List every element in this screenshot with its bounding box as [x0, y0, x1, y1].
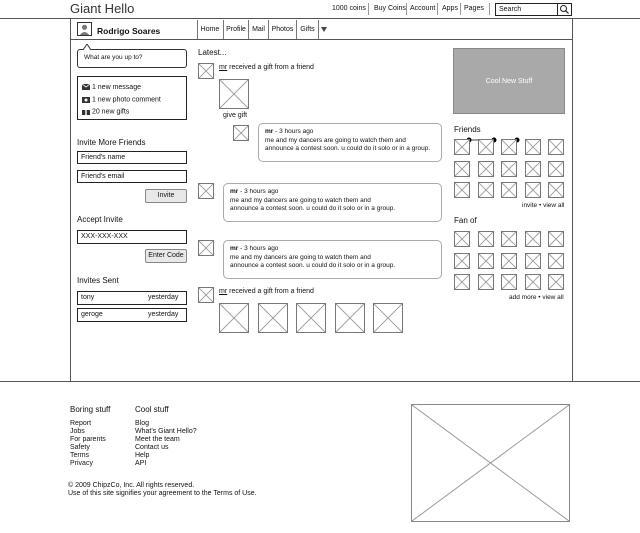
- header-divider: [489, 3, 490, 15]
- header-divider: [460, 3, 461, 15]
- fan-thumb[interactable]: [454, 231, 470, 247]
- fan-links: [509, 294, 564, 301]
- comment-text-line: me and my dancers are going to watch them and: [230, 196, 371, 204]
- gift-thumb[interactable]: [296, 303, 326, 333]
- comment-text-line: announce a contest soon. u could do it solo or in a group.: [230, 205, 396, 212]
- link-bullet: •: [538, 294, 541, 301]
- gift-icon: [82, 108, 90, 115]
- friend-thumb[interactable]: [478, 161, 494, 177]
- invite-code-input[interactable]: [77, 230, 187, 244]
- friend-thumb[interactable]: [525, 161, 541, 177]
- add-more-link[interactable]: add more: [509, 294, 537, 301]
- comment-avatar[interactable]: [198, 183, 214, 199]
- invite-date: yesterday: [148, 294, 179, 301]
- user-name[interactable]: Rodrigo Soares: [97, 26, 161, 36]
- fan-thumb[interactable]: [478, 274, 494, 290]
- fan-thumb[interactable]: [525, 253, 541, 269]
- comment-user[interactable]: mr: [230, 245, 239, 252]
- friend-thumb[interactable]: [454, 161, 470, 177]
- friend-name-input[interactable]: [77, 151, 187, 164]
- invite-button[interactable]: Invite: [145, 189, 187, 203]
- footer-link-safety[interactable]: Safety: [70, 444, 90, 451]
- invites-sent-title: Invites Sent: [77, 276, 119, 285]
- friend-thumb[interactable]: [501, 182, 517, 198]
- feed-title: Latest...: [198, 48, 227, 57]
- header-divider: [406, 3, 407, 15]
- comment-avatar[interactable]: [198, 240, 214, 256]
- footer-link-parents[interactable]: For parents: [70, 436, 106, 443]
- comment-user[interactable]: mr: [230, 188, 239, 195]
- tab-home[interactable]: Home: [197, 20, 224, 39]
- tab-photos[interactable]: Photos: [269, 20, 297, 39]
- invite-sent-row: [77, 291, 187, 305]
- invite-link[interactable]: invite: [522, 202, 538, 209]
- tab-mail[interactable]: Mail: [249, 20, 269, 39]
- footer-col-title: Boring stuff: [70, 405, 111, 414]
- logo[interactable]: Giant Hello: [70, 1, 135, 16]
- invitee-name[interactable]: tony: [81, 294, 95, 301]
- view-all-friends-link[interactable]: view all: [543, 202, 565, 209]
- gift-image[interactable]: [219, 79, 249, 109]
- feed-item-thumb[interactable]: [198, 287, 214, 303]
- status-placeholder: What are you up to?: [84, 54, 143, 61]
- footer-link-team[interactable]: Meet the team: [135, 436, 180, 443]
- fan-thumb[interactable]: [501, 231, 517, 247]
- search-input[interactable]: [495, 3, 558, 16]
- tabs-dropdown[interactable]: [319, 24, 331, 36]
- fan-thumb[interactable]: [501, 253, 517, 269]
- tab-gifts[interactable]: Gifts: [297, 20, 319, 39]
- footer-col-boring: [70, 405, 110, 468]
- friend-thumb[interactable]: [548, 161, 564, 177]
- fan-thumb[interactable]: [548, 253, 564, 269]
- nav-account[interactable]: Account: [410, 5, 436, 12]
- header-divider: [368, 3, 369, 15]
- fan-thumb[interactable]: [548, 274, 564, 290]
- ad-banner-text: Cool New Stuff: [485, 77, 533, 85]
- comment-time: - 3 hours ago: [238, 188, 279, 195]
- friends-online-markers: [466, 136, 526, 144]
- feed-user-link[interactable]: mr: [219, 64, 228, 71]
- footer-link-privacy[interactable]: Privacy: [70, 460, 93, 467]
- friend-thumb[interactable]: [501, 161, 517, 177]
- comment-text-line: announce a contest soon. u could do it solo or in a group.: [230, 262, 396, 269]
- fan-thumb[interactable]: [478, 253, 494, 269]
- nav-pages[interactable]: Pages: [464, 5, 484, 12]
- friend-email-input[interactable]: [77, 170, 187, 183]
- footer-top-border: [0, 381, 640, 382]
- tabs-bottom-border: [70, 39, 572, 40]
- notification-text: 20 new gifts: [91, 108, 130, 116]
- search-button[interactable]: [557, 3, 572, 16]
- notification-text: 1 new photo comment: [91, 96, 161, 104]
- comment-text-line: announce a contest soon. u could do it solo or in a group.: [265, 145, 431, 152]
- footer-terms: Use of this site signifies your agreement to the Terms of Use.: [68, 490, 257, 497]
- footer-copyright: © 2009 ChipzCo, Inc. All rights reserved.: [68, 482, 195, 489]
- footer-link-about[interactable]: What's Giant Hello?: [135, 428, 197, 435]
- comment-avatar[interactable]: [233, 125, 249, 141]
- feed-item-thumb[interactable]: [198, 63, 214, 79]
- friend-thumb[interactable]: [478, 139, 494, 155]
- envelope-icon: [82, 84, 90, 90]
- gift-thumb[interactable]: [219, 303, 249, 333]
- comment-bubble: [223, 183, 442, 222]
- photo-icon: [82, 96, 90, 103]
- ad-banner[interactable]: [453, 48, 565, 114]
- footer-link-terms[interactable]: Terms: [70, 452, 90, 459]
- friends-title: Friends: [454, 125, 481, 134]
- gift-thumb[interactable]: [373, 303, 403, 333]
- notification-message[interactable]: [82, 84, 141, 91]
- notification-photo[interactable]: [82, 96, 161, 103]
- feed-gift-text: [219, 288, 314, 295]
- enter-code-button[interactable]: Enter Code: [145, 249, 187, 263]
- footer-link-report[interactable]: Report: [70, 420, 92, 427]
- friend-thumb[interactable]: [454, 139, 470, 155]
- header-divider: [437, 3, 438, 15]
- status-bubble-tail: [82, 44, 92, 50]
- comment-bubble: [223, 240, 442, 279]
- footer-link-help[interactable]: Help: [135, 452, 150, 459]
- comment-text-line: me and my dancers are going to watch them and: [265, 136, 406, 144]
- friend-thumb[interactable]: [548, 182, 564, 198]
- friends-links: [522, 202, 564, 209]
- gift-thumb[interactable]: [258, 303, 288, 333]
- comment-user[interactable]: mr: [265, 128, 274, 135]
- user-avatar[interactable]: [77, 22, 92, 36]
- fan-thumb[interactable]: [454, 274, 470, 290]
- friend-thumb[interactable]: [548, 139, 564, 155]
- nav-buy-coins[interactable]: Buy Coins: [374, 5, 406, 12]
- fan-thumb[interactable]: [501, 274, 517, 290]
- fan-thumb[interactable]: [525, 274, 541, 290]
- view-all-fans-link[interactable]: view all: [542, 294, 564, 301]
- give-gift-link[interactable]: give gift: [223, 112, 248, 119]
- comment-bubble: [258, 123, 442, 162]
- invite-code-value: XXX-XXX-XXX: [81, 233, 128, 240]
- notification-gifts[interactable]: [82, 108, 129, 115]
- invite-friends-title: Invite More Friends: [77, 138, 146, 147]
- friend-thumb[interactable]: [525, 182, 541, 198]
- search-icon: [558, 4, 571, 15]
- notification-text: 1 new message: [91, 84, 141, 91]
- chevron-down-icon: [319, 24, 329, 34]
- footer-col-title: Cool stuff: [135, 405, 169, 414]
- fan-thumb[interactable]: [525, 231, 541, 247]
- feed-gift-message: received a gift from a friend: [229, 288, 314, 295]
- friend-thumb[interactable]: [478, 182, 494, 198]
- friend-thumb[interactable]: [525, 139, 541, 155]
- search-placeholder: Search: [499, 6, 522, 13]
- footer-link-blog[interactable]: Blog: [135, 420, 150, 427]
- invite-date: yesterday: [148, 311, 179, 318]
- footer-link-contact[interactable]: Contact us: [135, 444, 169, 451]
- comment-text-line: me and my dancers are going to watch them and: [230, 253, 371, 261]
- friend-name-placeholder: Friend's name: [81, 154, 126, 161]
- comment-time: - 3 hours ago: [273, 128, 314, 135]
- tab-profile[interactable]: Profile: [224, 20, 249, 39]
- friend-thumb[interactable]: [501, 139, 517, 155]
- feed-gift-message: received a gift from a friend: [229, 64, 314, 71]
- fan-thumb[interactable]: [478, 231, 494, 247]
- footer-col-cool: [135, 405, 197, 468]
- friend-email-placeholder: Friend's email: [81, 173, 125, 180]
- content-right-border: [572, 18, 573, 381]
- footer-link-api[interactable]: API: [135, 460, 147, 467]
- coins-count: 1000 coins: [332, 5, 366, 12]
- gift-thumb[interactable]: [335, 303, 365, 333]
- accept-invite-title: Accept Invite: [77, 215, 123, 224]
- content-left-border: [70, 18, 71, 381]
- footer-image-placeholder: [411, 404, 570, 522]
- comment-time: - 3 hours ago: [238, 245, 279, 252]
- link-bullet: •: [539, 202, 542, 209]
- fan-thumb[interactable]: [454, 253, 470, 269]
- avatar-icon: [78, 23, 91, 35]
- invite-sent-row: [77, 308, 187, 322]
- nav-apps[interactable]: Apps: [442, 5, 458, 12]
- feed-user-link[interactable]: mr: [219, 288, 228, 295]
- header-bottom-border: [0, 18, 640, 19]
- status-input[interactable]: [77, 49, 187, 68]
- invitee-name[interactable]: geroge: [81, 311, 103, 318]
- fan-of-title: Fan of: [454, 216, 477, 225]
- friend-thumb[interactable]: [454, 182, 470, 198]
- footer-link-jobs[interactable]: Jobs: [70, 428, 85, 435]
- fan-thumb[interactable]: [548, 231, 564, 247]
- feed-gift-text: [219, 64, 314, 71]
